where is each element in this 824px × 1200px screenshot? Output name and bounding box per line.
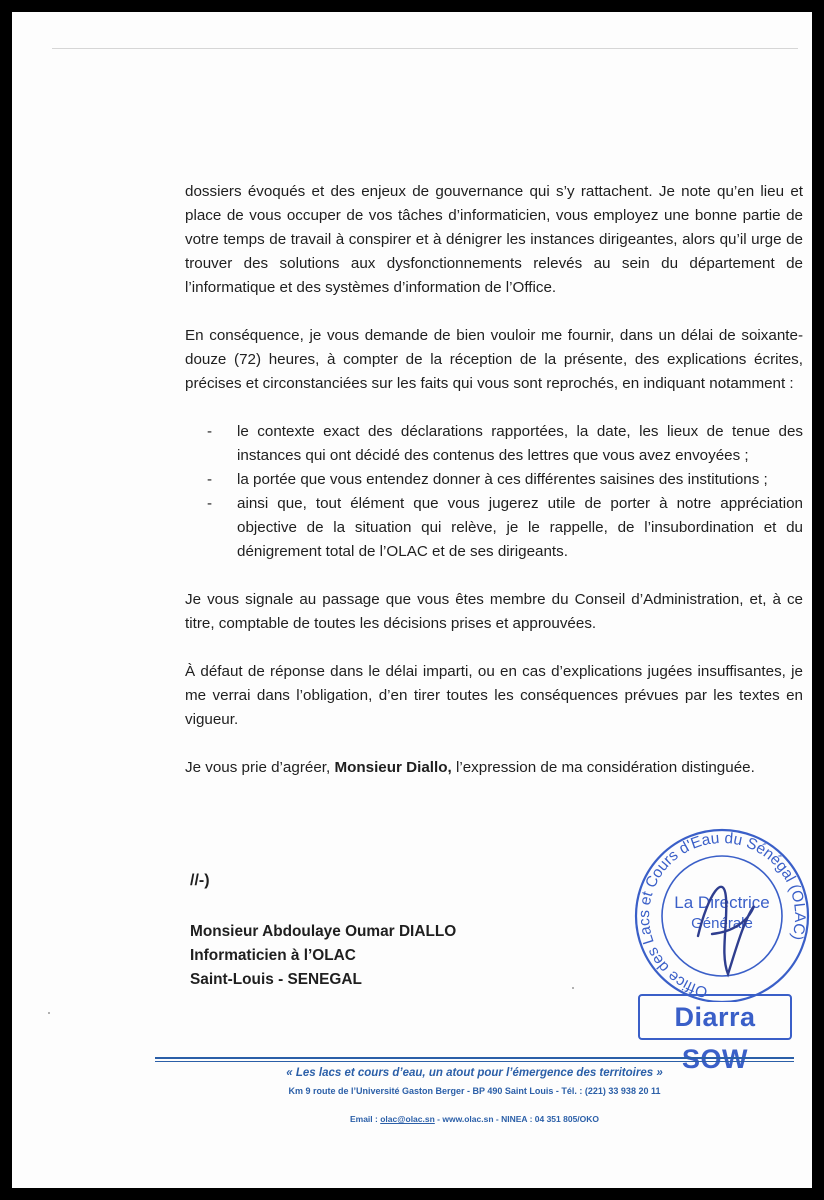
list-item-text: ainsi que, tout élément que vous jugerez utile de porter à notre appréciation objective de la situation qui relève, je le rappelle, de l’insubordination et du dénigrement total de l’OLAC et de ses dirigeants. (237, 495, 803, 560)
addressee-name: Monsieur Abdoulaye Oumar DIALLO (190, 923, 457, 940)
addressee-role: Informaticien à l’OLAC (190, 947, 356, 964)
list-item (185, 420, 803, 468)
body-paragraph-1: dossiers évoqués et des enjeux de gouvernance qui s’y rattachent. Je note qu’en lieu et place de vous occuper de vos tâches d’informaticien, vous employez une bonne partie de votre temps de travail à conspirer et à dénigrer les instances dirigeantes, alors qu’il urge de trouver des solutions aux dysfonctionnements relevés au sein du département de l’informatique et des systèmes d’information de l’Office. (185, 183, 803, 296)
signature-mark: //-) (190, 872, 210, 889)
signatory-name-stamp: Diarra SOW (638, 994, 792, 1040)
official-stamp (628, 824, 812, 1002)
closing-before: Je vous prie d’agréer, (185, 759, 335, 776)
footer-contact (155, 1114, 794, 1124)
stamp-title: La Directrice (674, 893, 770, 912)
footer-email-label: Email : (349, 1114, 381, 1124)
body-paragraph-4: À défaut de réponse dans le délai imparti, ou en cas d’explications jugées insuffisantes, je me verrai dans l’obligation, d’en tirer toutes les conséquences prévues par les textes en vigueur. (185, 663, 803, 728)
list-item-text: le contexte exact des déclarations rapportées, la date, les lieux de tenue des instances qui ont décidé des contenus des lettres que vous avez envoyées ; (237, 423, 803, 464)
addressee-city: Saint-Louis - SENEGAL (190, 971, 362, 988)
footer-email-link[interactable]: olac@olac.sn (380, 1114, 435, 1124)
footer-rule-thin (155, 1061, 794, 1062)
footer-address: Km 9 route de l’Université Gaston Berger - BP 490 Saint Louis - Tél. : (221) 33 938 20 11 (288, 1086, 661, 1096)
list-item-text: la portée que vous entendez donner à ces différentes saisines des institutions ; (237, 471, 768, 488)
scan-speck (572, 987, 574, 989)
bullet-dash: - (207, 423, 213, 440)
letter-page (12, 12, 812, 1188)
bullet-dash: - (207, 471, 213, 488)
list-item (185, 492, 803, 564)
footer-contact-rest: - www.olac.sn - NINEA : 04 351 805/OKO (434, 1114, 600, 1124)
list-item (185, 468, 803, 492)
body-paragraph-3: Je vous signale au passage que vous êtes membre du Conseil d’Administration, et, à ce titre, comptable de toutes les décisions prises et approuvées. (185, 591, 803, 632)
closing-after: l’expression de ma considération distinguée. (451, 759, 755, 776)
letter-body (185, 180, 803, 804)
addressee-block (190, 920, 456, 992)
stamp-ring-text: Office des Lacs et Cours d'Eau du Sénégal (OLAC) (635, 829, 809, 1001)
header-rule (52, 48, 798, 49)
closing-paragraph (185, 756, 803, 780)
scan-speck (48, 1012, 50, 1014)
footer-motto: « Les lacs et cours d’eau, un atout pour l’émergence des territoires » (286, 1067, 663, 1079)
bullet-dash: - (207, 495, 213, 512)
stamp-subtitle: Générale (691, 915, 753, 932)
footer-rule (155, 1057, 794, 1059)
closing-name: Monsieur Diallo, (334, 759, 452, 776)
requested-points-list (185, 420, 803, 564)
body-paragraph-2: En conséquence, je vous demande de bien vouloir me fournir, dans un délai de soixante-douze (72) heures, à compter de la réception de la présente, des explications écrites, précises et circonstanciées sur les faits qui vous sont reprochés, en indiquant notamment : (185, 327, 803, 392)
